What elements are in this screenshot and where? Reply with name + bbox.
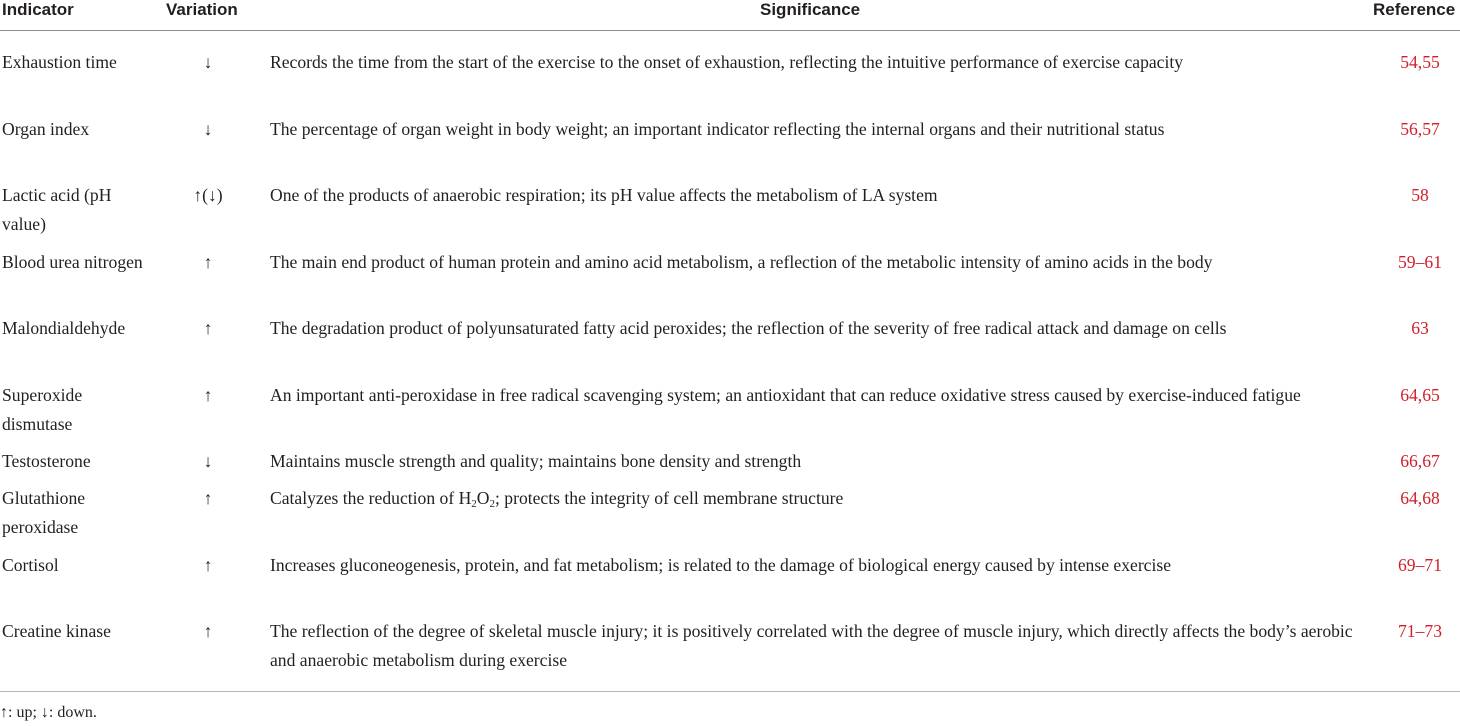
subscript-2: 2: [489, 498, 495, 510]
table-row: [0, 551, 1460, 618]
table-row: [0, 617, 1460, 684]
reference-link[interactable]: 63: [1411, 318, 1429, 338]
table-row: [0, 181, 1460, 248]
indicator-cell: Creatine kinase: [2, 621, 111, 641]
variation-cell: ↑: [203, 318, 213, 338]
variation-cell: ↑: [203, 621, 213, 641]
reference-link[interactable]: 66,67: [1400, 451, 1440, 471]
reference-link[interactable]: 64,65: [1400, 384, 1440, 405]
header-rule: [0, 30, 1460, 31]
indicator-cell: Testosterone: [2, 451, 91, 471]
significance-cell: The degradation product of polyunsaturated fatty acid peroxides; the reflection of the severity of free radical attack and damage on cells: [270, 318, 1227, 338]
table-row: [0, 381, 1460, 448]
variation-cell: ↑: [203, 251, 213, 272]
table-row: [0, 48, 1460, 115]
significance-cell: [270, 484, 1365, 513]
reference-link[interactable]: 69–71: [1398, 554, 1442, 575]
reference-link[interactable]: 58: [1411, 185, 1429, 205]
reference-link[interactable]: 71–73: [1398, 621, 1442, 641]
header-indicator: Indicator: [2, 0, 74, 19]
significance-cell: Records the time from the start of the exercise to the onset of exhaustion, reflecting the intuitive performance of exercise capacity: [270, 52, 1184, 72]
significance-cell: The percentage of organ weight in body weight; an important indicator reflecting the internal organs and their nutritional status: [270, 118, 1165, 139]
significance-text-part: ; protects the integrity of cell membrane structure: [495, 488, 844, 508]
significance-cell: The reflection of the degree of skeletal muscle injury; it is positively correlated with the degree of muscle injury, which directly affects the body’s aerobic and anaerobic metabolism during exercise: [270, 621, 1353, 670]
indicator-cell: Cortisol: [2, 554, 59, 575]
variation-cell: ↓: [203, 451, 213, 471]
header-variation: Variation: [166, 0, 238, 19]
reference-link[interactable]: 64,68: [1400, 488, 1440, 508]
table-header: [0, 0, 1460, 28]
variation-cell: ↑: [203, 384, 213, 405]
significance-cell: The main end product of human protein and amino acid metabolism, a reflection of the metabolic intensity of amino acids in the body: [270, 251, 1213, 272]
header-reference: Reference: [1373, 0, 1456, 19]
variation-cell: ↓: [203, 52, 213, 72]
indicator-cell: Malondialdehyde: [2, 318, 126, 338]
indicator-cell: Glutathione peroxidase: [2, 488, 86, 537]
table-row: [0, 115, 1460, 182]
reference-link[interactable]: 59–61: [1398, 251, 1442, 272]
indicator-cell: Exhaustion time: [2, 52, 117, 72]
table-row: [0, 314, 1460, 381]
variation-cell: ↑(↓): [193, 185, 223, 205]
table-row: [0, 248, 1460, 315]
variation-cell: ↓: [203, 118, 213, 139]
table-footnote: ↑: up; ↓: down.: [0, 704, 97, 721]
variation-cell: ↑: [203, 488, 213, 508]
table-body: [0, 48, 1460, 684]
indicator-cell: Blood urea nitrogen: [2, 251, 143, 272]
significance-text-part: Catalyzes the reduction of H: [270, 488, 472, 508]
reference-link[interactable]: 56,57: [1400, 118, 1440, 139]
variation-cell: ↑: [203, 554, 213, 575]
table-bottom-rule: [0, 691, 1460, 692]
significance-text-part: O: [476, 488, 490, 508]
reference-link[interactable]: 54,55: [1400, 52, 1440, 72]
indicator-cell: Lactic acid (pH value): [2, 185, 112, 234]
table-row: [0, 447, 1460, 484]
table-row: [0, 484, 1460, 551]
significance-cell: Increases gluconeogenesis, protein, and fat metabolism; is related to the damage of biological energy caused by intense exercise: [270, 554, 1172, 575]
significance-cell: One of the products of anaerobic respiration; its pH value affects the metabolism of LA system: [270, 185, 938, 205]
header-significance: Significance: [760, 0, 861, 19]
indicator-cell: Organ index: [2, 118, 90, 139]
significance-cell: Maintains muscle strength and quality; maintains bone density and strength: [270, 451, 802, 471]
indicator-cell: Superoxide dismutase: [2, 384, 83, 434]
significance-cell: An important anti-peroxidase in free radical scavenging system; an antioxidant that can reduce oxidative stress caused by exercise-induced fatigue: [270, 384, 1301, 405]
subscript-2: 2: [471, 498, 477, 510]
